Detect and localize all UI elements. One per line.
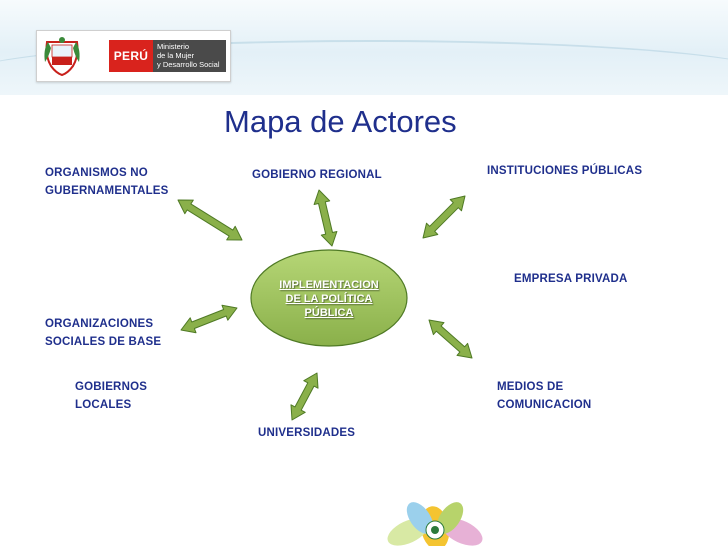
arrow-gobierno: [314, 190, 337, 246]
actor-gobierno-regional: [252, 166, 382, 184]
ministry-line-1: Ministerio: [157, 42, 190, 51]
actor-ong: [45, 164, 169, 200]
center-label: [265, 278, 393, 320]
ministry-line-3: y Desarrollo Social: [157, 60, 220, 69]
actor-empresa-line-1: EMPRESA PRIVADA: [514, 273, 628, 285]
peru-badge: PERÚ: [109, 40, 153, 72]
actor-empresa-privada: [514, 270, 628, 288]
arrow-medios: [429, 320, 472, 358]
arrow-ong: [178, 200, 242, 240]
actor-medios-line-2: COMUNICACION: [497, 399, 592, 411]
actor-gobiernos-locales-line-2: LOCALES: [75, 399, 132, 411]
actor-organizaciones-line-1: ORGANIZACIONES: [45, 318, 154, 330]
actor-instituciones-line-1: INSTITUCIONES PÚBLICAS: [487, 165, 643, 177]
ministry-line-2: de la Mujer: [157, 51, 195, 60]
actor-universidades-line-1: UNIVERSIDADES: [258, 427, 356, 439]
actor-organizaciones-sociales: [45, 315, 161, 351]
arrow-universidades: [291, 373, 318, 420]
actor-gobierno-regional-line-1: GOBIERNO REGIONAL: [252, 169, 382, 181]
page-title: Mapa de Actores: [224, 104, 457, 139]
actor-ong-line-2: GUBERNAMENTALES: [45, 185, 169, 197]
center-line-1: IMPLEMENTACION: [279, 279, 379, 291]
actor-gobiernos-locales-line-1: GOBIERNOS: [75, 381, 148, 393]
actor-instituciones-publicas: [487, 162, 642, 180]
actor-medios-line-1: MEDIOS DE: [497, 381, 564, 393]
center-line-2: DE LA POLÍTICA: [285, 293, 373, 305]
actor-universidades: [258, 424, 355, 442]
arrow-organizaciones: [181, 305, 237, 332]
center-line-3: PÚBLICA: [304, 307, 354, 319]
actor-ong-line-1: ORGANISMOS NO: [45, 167, 148, 179]
flower-decoration-icon: [370, 488, 500, 546]
arrow-instituciones: [423, 196, 465, 238]
actor-gobiernos-locales: [75, 378, 147, 414]
actor-organizaciones-line-2: SOCIALES DE BASE: [45, 336, 162, 348]
actor-medios-comunicacion: [497, 378, 591, 414]
